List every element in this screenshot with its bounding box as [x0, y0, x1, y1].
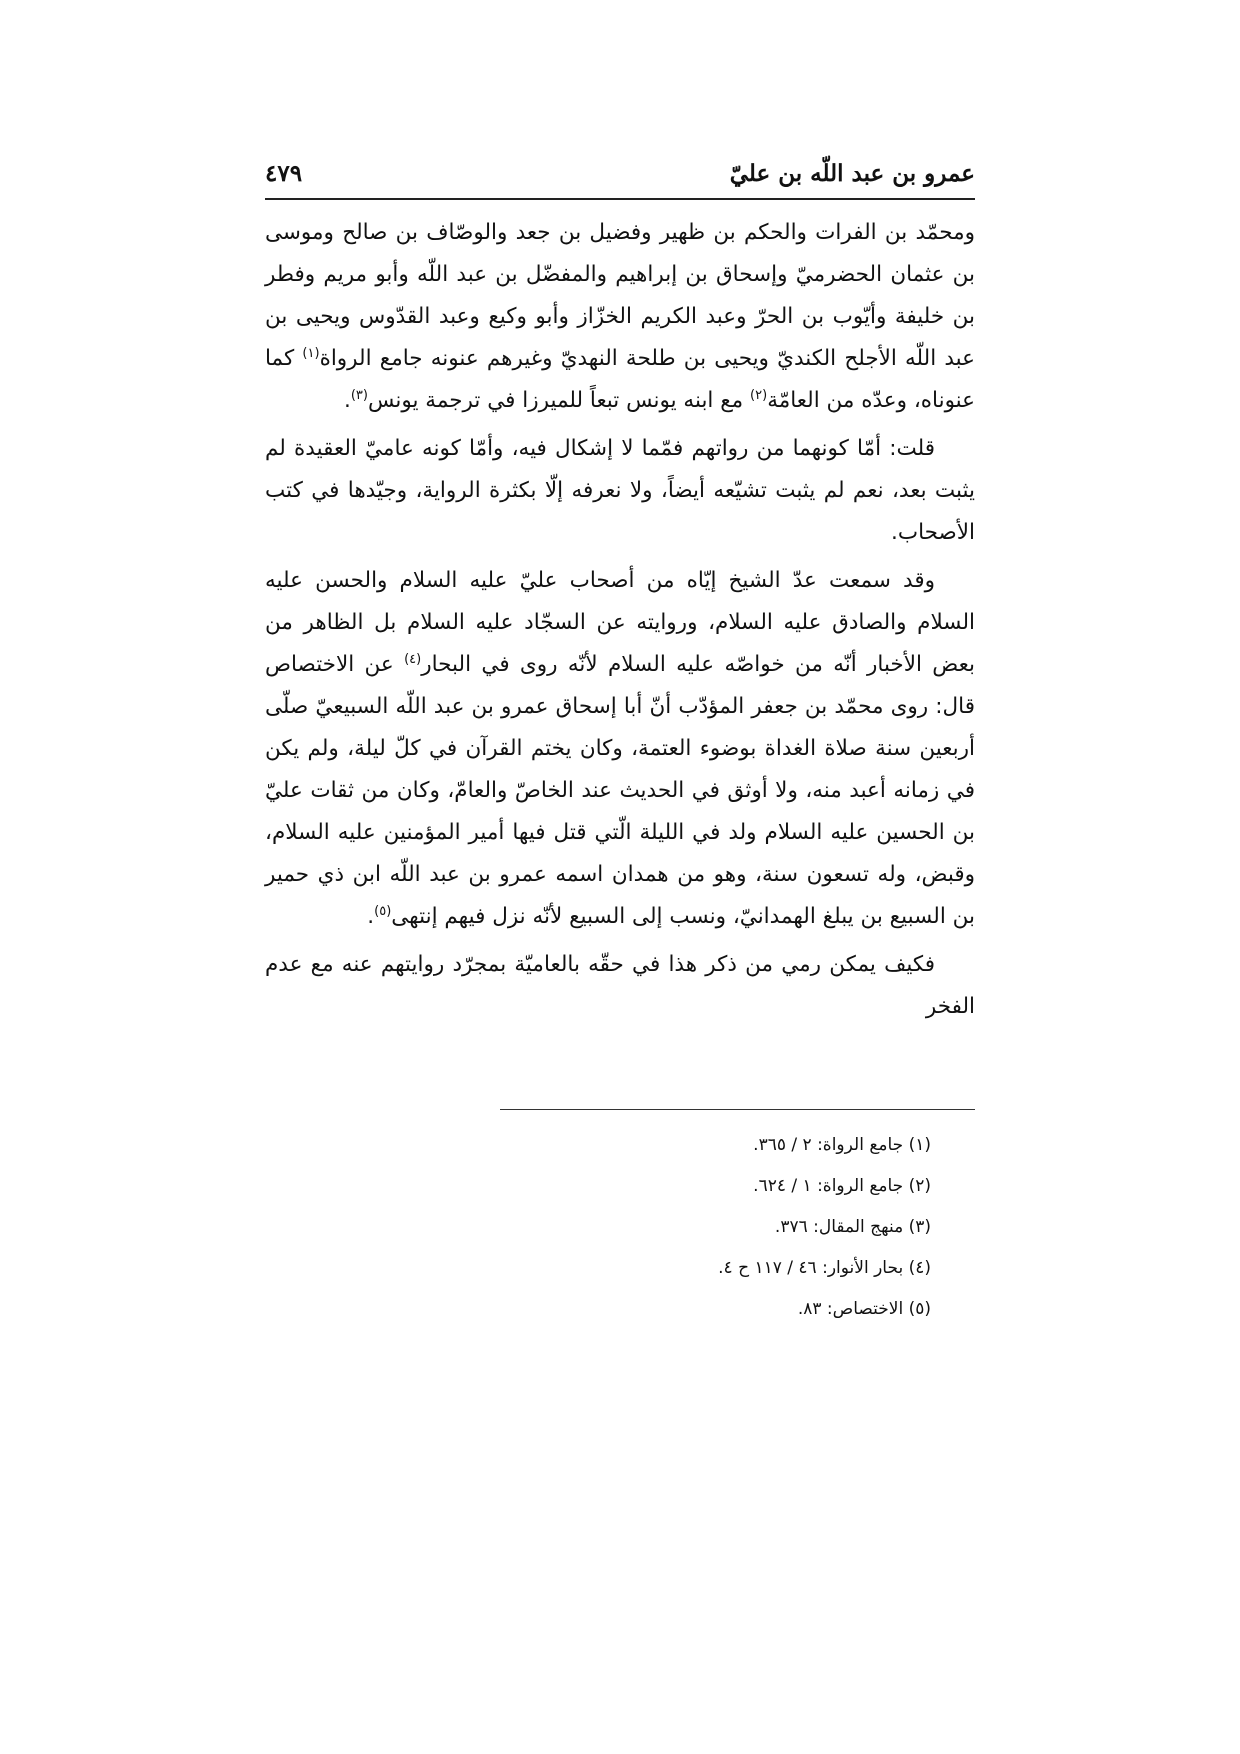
footnote-ref-1: (١) — [302, 345, 320, 361]
paragraph-3 — [265, 560, 975, 938]
page-number: ٤٧٩ — [265, 160, 303, 187]
footnote-ref-5: (٥) — [374, 903, 392, 919]
page-header — [265, 150, 975, 200]
paragraph-1 — [265, 212, 975, 422]
paragraph-2: قلت: أمّا كونهما من رواتهم فمّما لا إشكال فيه، وأمّا كونه عاميّ العقيدة لم يثبت بعد، نعم لم يثبت تشيّعه أيضاً، ولا نعرفه إلّا بكثرة الرواية، وجيّدها في كتب الأصحاب. — [265, 436, 975, 545]
paragraph-1-text-a: ومحمّد بن الفرات والحكم بن ظهير وفضيل بن جعد والوصّاف بن صالح وموسى بن عثمان الحضرميّ وإسحاق بن إبراهيم والمفضّل بن عبد اللّه وأبو مريم وفطر بن خليفة وأيّوب بن الحرّ وعبد الكريم الخزّاز وأبو وكيع وعبد القدّوس ويحيى بن عبد اللّه الأجلح الكنديّ ويحيى بن طلحة النهديّ وغيرهم عنونه جامع الرواة — [265, 220, 975, 371]
footnote-ref-2: (٢) — [750, 387, 768, 403]
footnote-rule — [500, 1109, 975, 1110]
footnotes — [265, 1125, 975, 1330]
header-rule — [265, 198, 975, 200]
main-text — [265, 212, 975, 1034]
footnote-item: (٢) جامع الرواة: ١ / ٦٢٤. — [753, 1176, 931, 1196]
running-title: عمرو بن عبد اللّه بن عليّ — [729, 160, 975, 187]
footnote-item: (٥) الاختصاص: ٨٣. — [797, 1299, 931, 1319]
footnote-item: (٤) بحار الأنوار: ٤٦ / ١١٧ ح ٤. — [718, 1258, 931, 1278]
footnote-ref-3: (٣) — [350, 387, 368, 403]
paragraph-3-text-b: عن الاختصاص قال: روى محمّد بن جعفر المؤدّب أنّ أبا إسحاق عمرو بن عبد اللّه السبيعيّ صلّى أربعين سنة صلاة الغداة بوضوء العتمة، وكان يختم القرآن في كلّ ليلة، ولم يكن في زمانه أعبد منه، ولا أوثق في الحديث عند الخاصّ والعامّ، وكان من ثقات عليّ بن الحسين عليه السلام ولد في الليلة الّتي قتل فيها أمير المؤمنين عليه السلام، وقبض، وله تسعون سنة، وهو من همدان اسمه عمرو بن عبد اللّه ابن ذي حمير بن السبيع بن يبلغ الهمدانيّ، ونسب إلى السبيع لأنّه نزل فيهم إنتهى — [265, 652, 975, 929]
paragraph-3-text-c: . — [367, 904, 375, 929]
footnote-item: (٣) منهج المقال: ٣٧٦. — [774, 1217, 931, 1237]
paragraph-3-text-a: وقد سمعت عدّ الشيخ إيّاه من أصحاب عليّ عليه السلام والحسن عليه السلام والصادق عليه السلام، وروايته عن السجّاد عليه السلام بل الظاهر من بعض الأخبار أنّه من خواصّه عليه السلام لأنّه روى في البحار — [265, 568, 975, 677]
paragraph-1-text-b: كما عنوناه، وعدّه من العامّة — [265, 346, 975, 413]
paragraph-1-text-c: مع ابنه يونس تبعاً للميرزا في ترجمة يونس — [367, 388, 751, 413]
footnote-ref-4: (٤) — [404, 651, 422, 667]
paragraph-1-text-d: . — [343, 388, 351, 413]
paragraph-4: فكيف يمكن رمي من ذكر هذا في حقّه بالعاميّة بمجرّد روايتهم عنه مع عدم الفخر — [265, 952, 975, 1019]
footnote-item: (١) جامع الرواة: ٢ / ٣٦٥. — [753, 1135, 931, 1155]
